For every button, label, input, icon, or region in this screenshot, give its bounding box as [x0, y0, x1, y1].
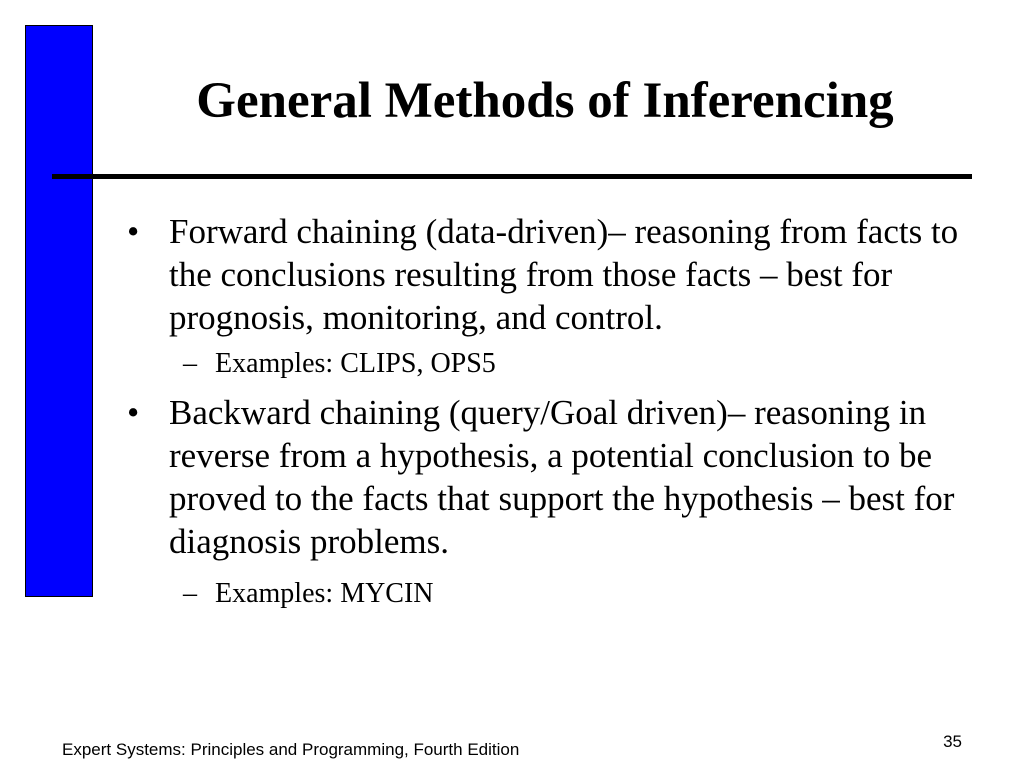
sub-bullet-text: Examples: CLIPS, OPS5: [215, 348, 496, 379]
footer-text: Expert Systems: Principles and Programming, Fourth Edition: [62, 740, 520, 759]
title-divider: [52, 174, 972, 179]
bullet-text: Forward chaining (data-driven)– reasoning from facts to the conclusions resulting from those facts – best for prognosis, monitoring, and control.: [169, 212, 959, 337]
bullet-forward-chaining: [127, 210, 972, 339]
bullet-marker: •: [127, 393, 140, 432]
sub-bullet-backward-examples: [127, 577, 972, 611]
slide-title: General Methods of Inferencing: [196, 73, 894, 129]
sub-bullet-marker: –: [183, 348, 197, 379]
bullet-marker: •: [127, 212, 140, 251]
sub-bullet-marker: –: [183, 578, 197, 609]
bullet-text: Backward chaining (query/Goal driven)– reasoning in reverse from a hypothesis, a potential conclusion to be proved to the facts that support the hypothesis – best for diagnosis problems.: [169, 393, 955, 561]
bullet-backward-chaining: [127, 391, 972, 563]
sub-bullet-forward-examples: [127, 347, 972, 381]
blue-accent-bar: [25, 25, 93, 597]
sub-bullet-text: Examples: MYCIN: [215, 578, 434, 609]
slide-body: [127, 210, 972, 621]
page-number: 35: [943, 732, 962, 751]
